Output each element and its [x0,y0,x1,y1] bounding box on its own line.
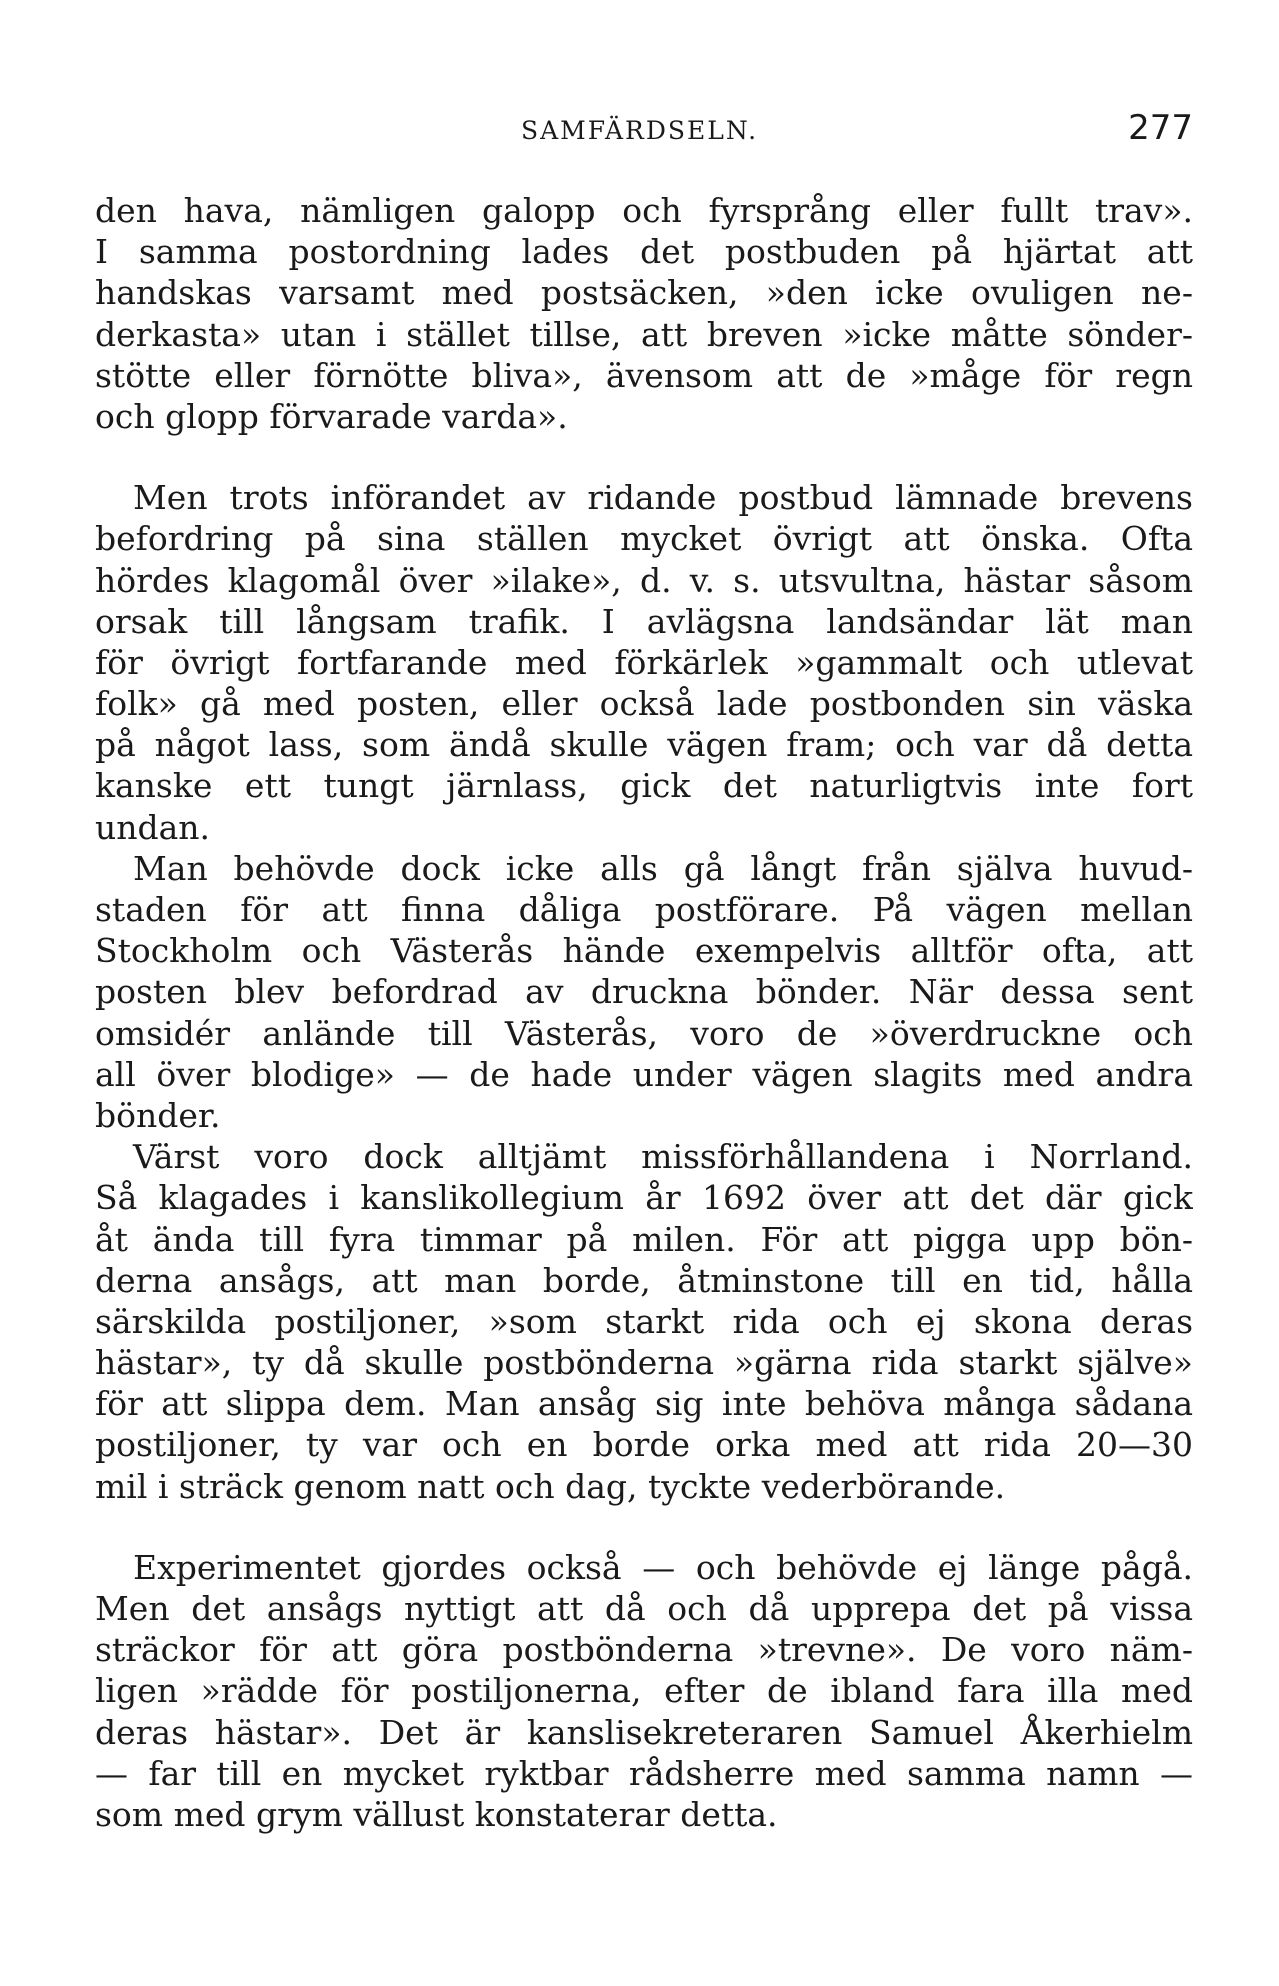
section-break [95,1507,1193,1547]
text-line: åt ända till fyra timmar på milen. För att pigga upp bön- [95,1219,1193,1259]
text-line: Stockholm och Västerås hände exempelvis alltför ofta, att [95,931,1193,971]
text-line: bönder. [95,1095,221,1135]
text-line: derna ansågs, att man borde, åtminstone till en tid, hålla [95,1260,1193,1300]
text-line: den hava, nämligen galopp och fyrsprång eller fullt trav». [95,191,1193,230]
text-line: kanske ett tungt järnlass, gick det naturligtvis inte fort [95,766,1193,806]
text-line: Man behövde dock icke alls gå långt från själva huvud- [133,848,1193,888]
paragraph [95,1547,1193,1835]
text-line: ligen »rädde för postiljonerna, efter de ibland fara illa med [95,1671,1193,1711]
text-line: stötte eller förnötte bliva», ävensom att de »måge för regn [95,355,1193,395]
text-line: Men det ansågs nyttigt att då och då upprepa det på vissa [95,1589,1193,1628]
paragraph [95,848,1193,1136]
text-line: handskas varsamt med postsäcken, »den icke ovuligen ne- [95,273,1193,313]
page-header [95,108,1193,152]
text-line: omsidér anlände till Västerås, voro de »överdruckne och [95,1013,1193,1053]
page-number: 277 [1128,108,1193,148]
running-head: SAMFÄRDSELN. [521,116,759,145]
text-line: I samma postordning lades det postbuden på hjärtat att [95,232,1193,272]
paragraph [95,477,1193,848]
text-line: Men trots införandet av ridande postbud lämnade brevens [133,478,1193,518]
paragraph [95,190,1193,437]
text-line: postiljoner, ty var och en borde orka med att rida 20—30 [95,1425,1193,1465]
text-line: sträckor för att göra postbönderna »trevne». De voro näm- [95,1630,1193,1670]
text-line: undan. [95,807,211,847]
text-line: befordring på sina ställen mycket övrigt att önska. Ofta [95,519,1193,559]
text-line: hästar», ty då skulle postbönderna »gärna rida starkt själve» [95,1343,1193,1383]
text-line: orsak till långsam trafik. I avlägsna landsändar lät man [95,601,1193,641]
text-line: Så klagades i kanslikollegium år 1692 över att det där gick [95,1178,1193,1218]
section-break [95,437,1193,477]
text-line: Experimentet gjordes också — och behövde ej länge pågå. [133,1547,1193,1587]
text-line: — far till en mycket ryktbar rådsherre med samma namn — [95,1753,1193,1793]
text-line: folk» gå med posten, eller också lade postbonden sin väska [95,684,1193,724]
text-line: all över blodige» — de hade under vägen slagits med andra [95,1054,1193,1094]
text-line: och glopp förvarade varda». [95,396,568,436]
text-line: för att slippa dem. Man ansåg sig inte behöva många sådana [95,1384,1193,1424]
text-line: på något lass, som ändå skulle vägen fram; och var då detta [95,725,1193,765]
text-line: mil i sträck genom natt och dag, tyckte vederbörande. [95,1466,1006,1506]
text-line: särskilda postiljoner, »som starkt rida och ej skona deras [95,1301,1193,1341]
text-line: Värst voro dock alltjämt missförhållandena i Norrland. [133,1137,1193,1177]
text-line: för övrigt fortfarande med förkärlek »gammalt och utlevat [95,642,1193,682]
text-line: deras hästar». Det är kanslisekreteraren Samuel Åkerhielm [95,1712,1193,1752]
text-line: som med grym vällust konstaterar detta. [95,1794,778,1834]
body-text [95,190,1193,1835]
paragraph [95,1136,1193,1507]
text-line: derkasta» utan i stället tillse, att breven »icke måtte sönder- [95,314,1193,354]
text-line: hördes klagomål över »ilake», d. v. s. utsvultna, hästar såsom [95,560,1193,600]
text-line: staden för att finna dåliga postförare. På vägen mellan [95,890,1193,929]
text-line: posten blev befordrad av druckna bönder. När dessa sent [95,972,1193,1012]
